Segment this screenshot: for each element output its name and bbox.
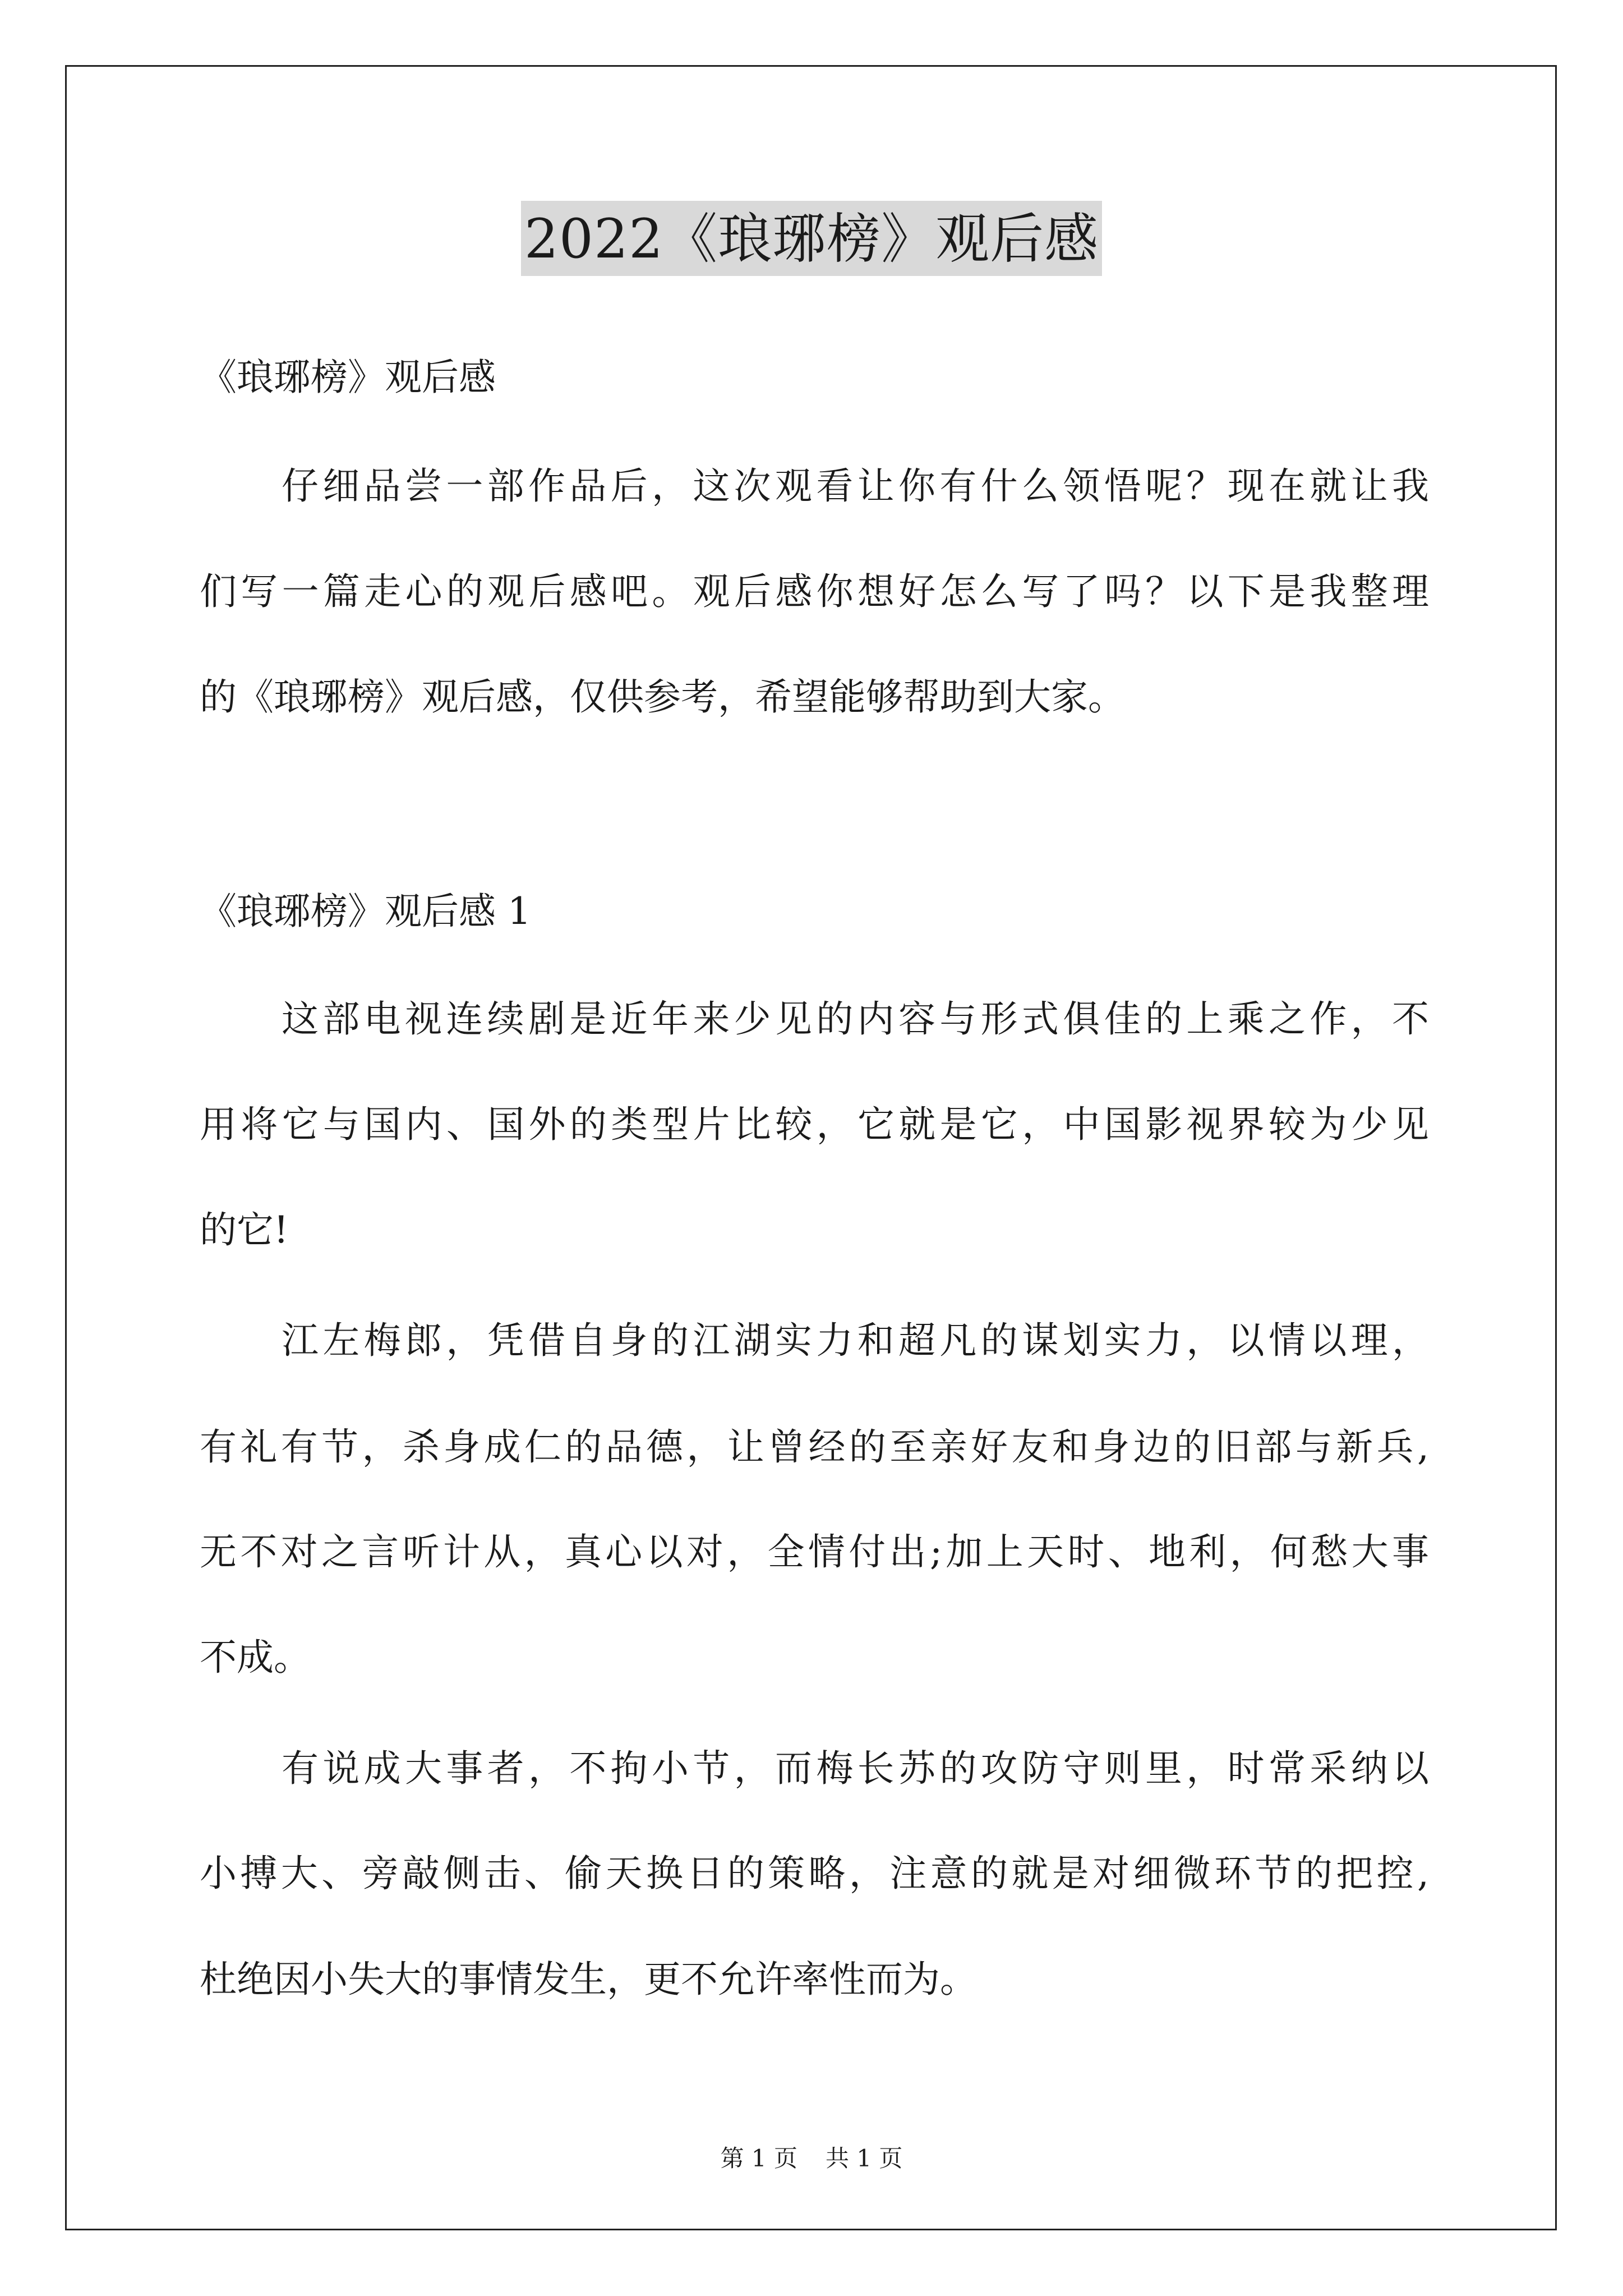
total-pages: 共 1 页 <box>826 2145 903 2172</box>
page-footer <box>0 2143 1623 2174</box>
paragraph3-line-2: 小搏大、旁敲侧击、偷天换日的策略，注意的就是对细微环节的把控, <box>200 1852 1429 1895</box>
section-heading: 《琅琊榜》观后感 1 <box>200 890 531 933</box>
paragraph3-line-1: 有说成大事者，不拘小节，而梅长苏的攻防守则里，时常采纳以 <box>282 1747 1429 1790</box>
page-number: 第 1 页 <box>720 2145 797 2172</box>
intro-line-3: 的《琅琊榜》观后感，仅供参考，希望能够帮助到大家。 <box>200 675 1125 719</box>
intro-line-2: 们写一篇走心的观后感吧。观后感你想好怎么写了吗？以下是我整理 <box>200 570 1429 613</box>
document-title: 2022《琅琊榜》观后感 <box>521 201 1102 276</box>
intro-line-1: 仔细品尝一部作品后，这次观看让你有什么领悟呢？现在就让我 <box>282 464 1429 508</box>
paragraph2-line-4: 不成。 <box>200 1636 311 1679</box>
paragraph1-line-3: 的它! <box>200 1208 289 1251</box>
paragraph2-line-3: 无不对之言听计从，真心以对，全情付出;加上天时、地利，何愁大事 <box>200 1530 1429 1573</box>
paragraph1-line-2: 用将它与国内、国外的类型片比较，它就是它，中国影视界较为少见 <box>200 1103 1429 1146</box>
paragraph1-line-1: 这部电视连续剧是近年来少见的内容与形式俱佳的上乘之作，不 <box>282 997 1429 1041</box>
paragraph2-line-1: 江左梅郎，凭借自身的江湖实力和超凡的谋划实力，以情以理， <box>282 1319 1429 1362</box>
subtitle: 《琅琊榜》观后感 <box>200 356 496 399</box>
paragraph2-line-2: 有礼有节，杀身成仁的品德，让曾经的至亲好友和身边的旧部与新兵, <box>200 1425 1429 1469</box>
paragraph3-line-3: 杜绝因小失大的事情发生，更不允许率性而为。 <box>200 1958 977 2001</box>
title-container <box>0 201 1623 276</box>
